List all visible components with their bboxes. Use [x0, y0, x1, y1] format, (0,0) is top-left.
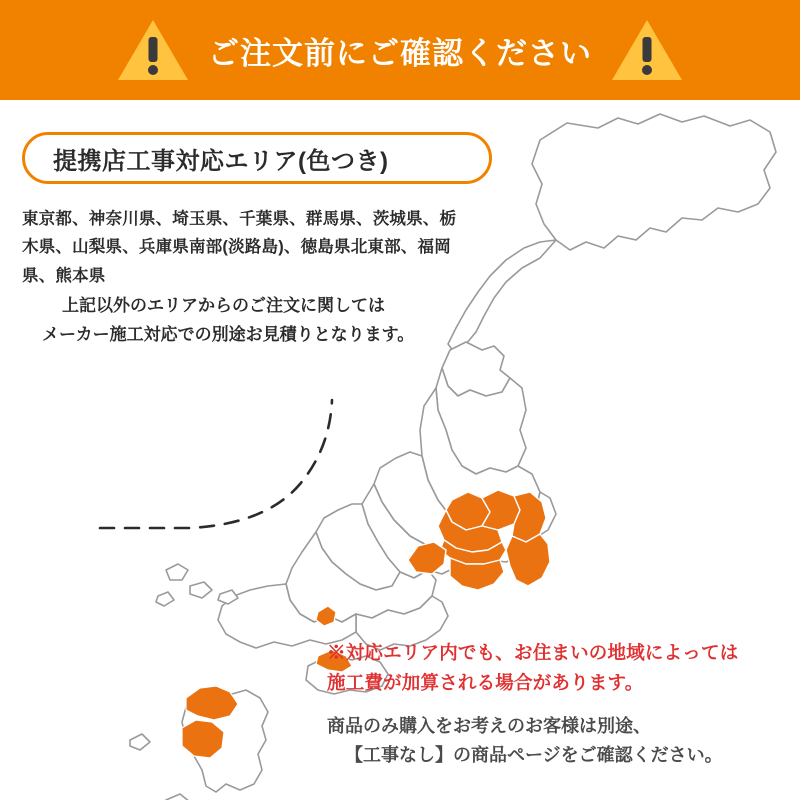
page-title: ご注文前にご確認ください	[208, 35, 592, 71]
area-heading-box	[22, 132, 492, 184]
surcharge-warning-note	[327, 638, 787, 698]
prefecture-list	[22, 205, 472, 290]
out-of-area-note	[30, 292, 500, 350]
prefecture-list-line-2: 木県、山梨県、兵庫県南部(淡路島)、徳島県北東部、福岡	[22, 238, 451, 257]
prefecture-list-line-1: 東京都、神奈川県、埼玉県、千葉県、群馬県、茨城県、栃	[22, 210, 457, 228]
header-banner	[0, 0, 800, 100]
warning-triangle-icon	[610, 17, 684, 83]
out-of-area-note-line-2: メーカー施工対応での別途お見積りとなります。	[42, 324, 415, 344]
surcharge-warning-line-1: ※対応エリア内でも、お住まいの地域によっては	[327, 642, 739, 663]
product-only-note	[327, 712, 787, 770]
okinawa-divider-line	[100, 400, 332, 528]
prefecture-list-line-3: 県、熊本県	[22, 266, 106, 285]
surcharge-warning-line-2: 施工費が加算される場合があります。	[327, 671, 644, 693]
area-heading-label: 提携店工事対応エリア(色つき)	[53, 147, 389, 175]
warning-triangle-icon	[116, 17, 190, 83]
product-only-note-line-1: 商品のみ購入をお考えのお客様は別途、	[327, 716, 651, 736]
product-only-note-line-2: 【工事なし】の商品ページをご確認ください。	[345, 745, 723, 766]
out-of-area-note-line-1: 上記以外のエリアからのご注文に関しては	[62, 296, 385, 315]
